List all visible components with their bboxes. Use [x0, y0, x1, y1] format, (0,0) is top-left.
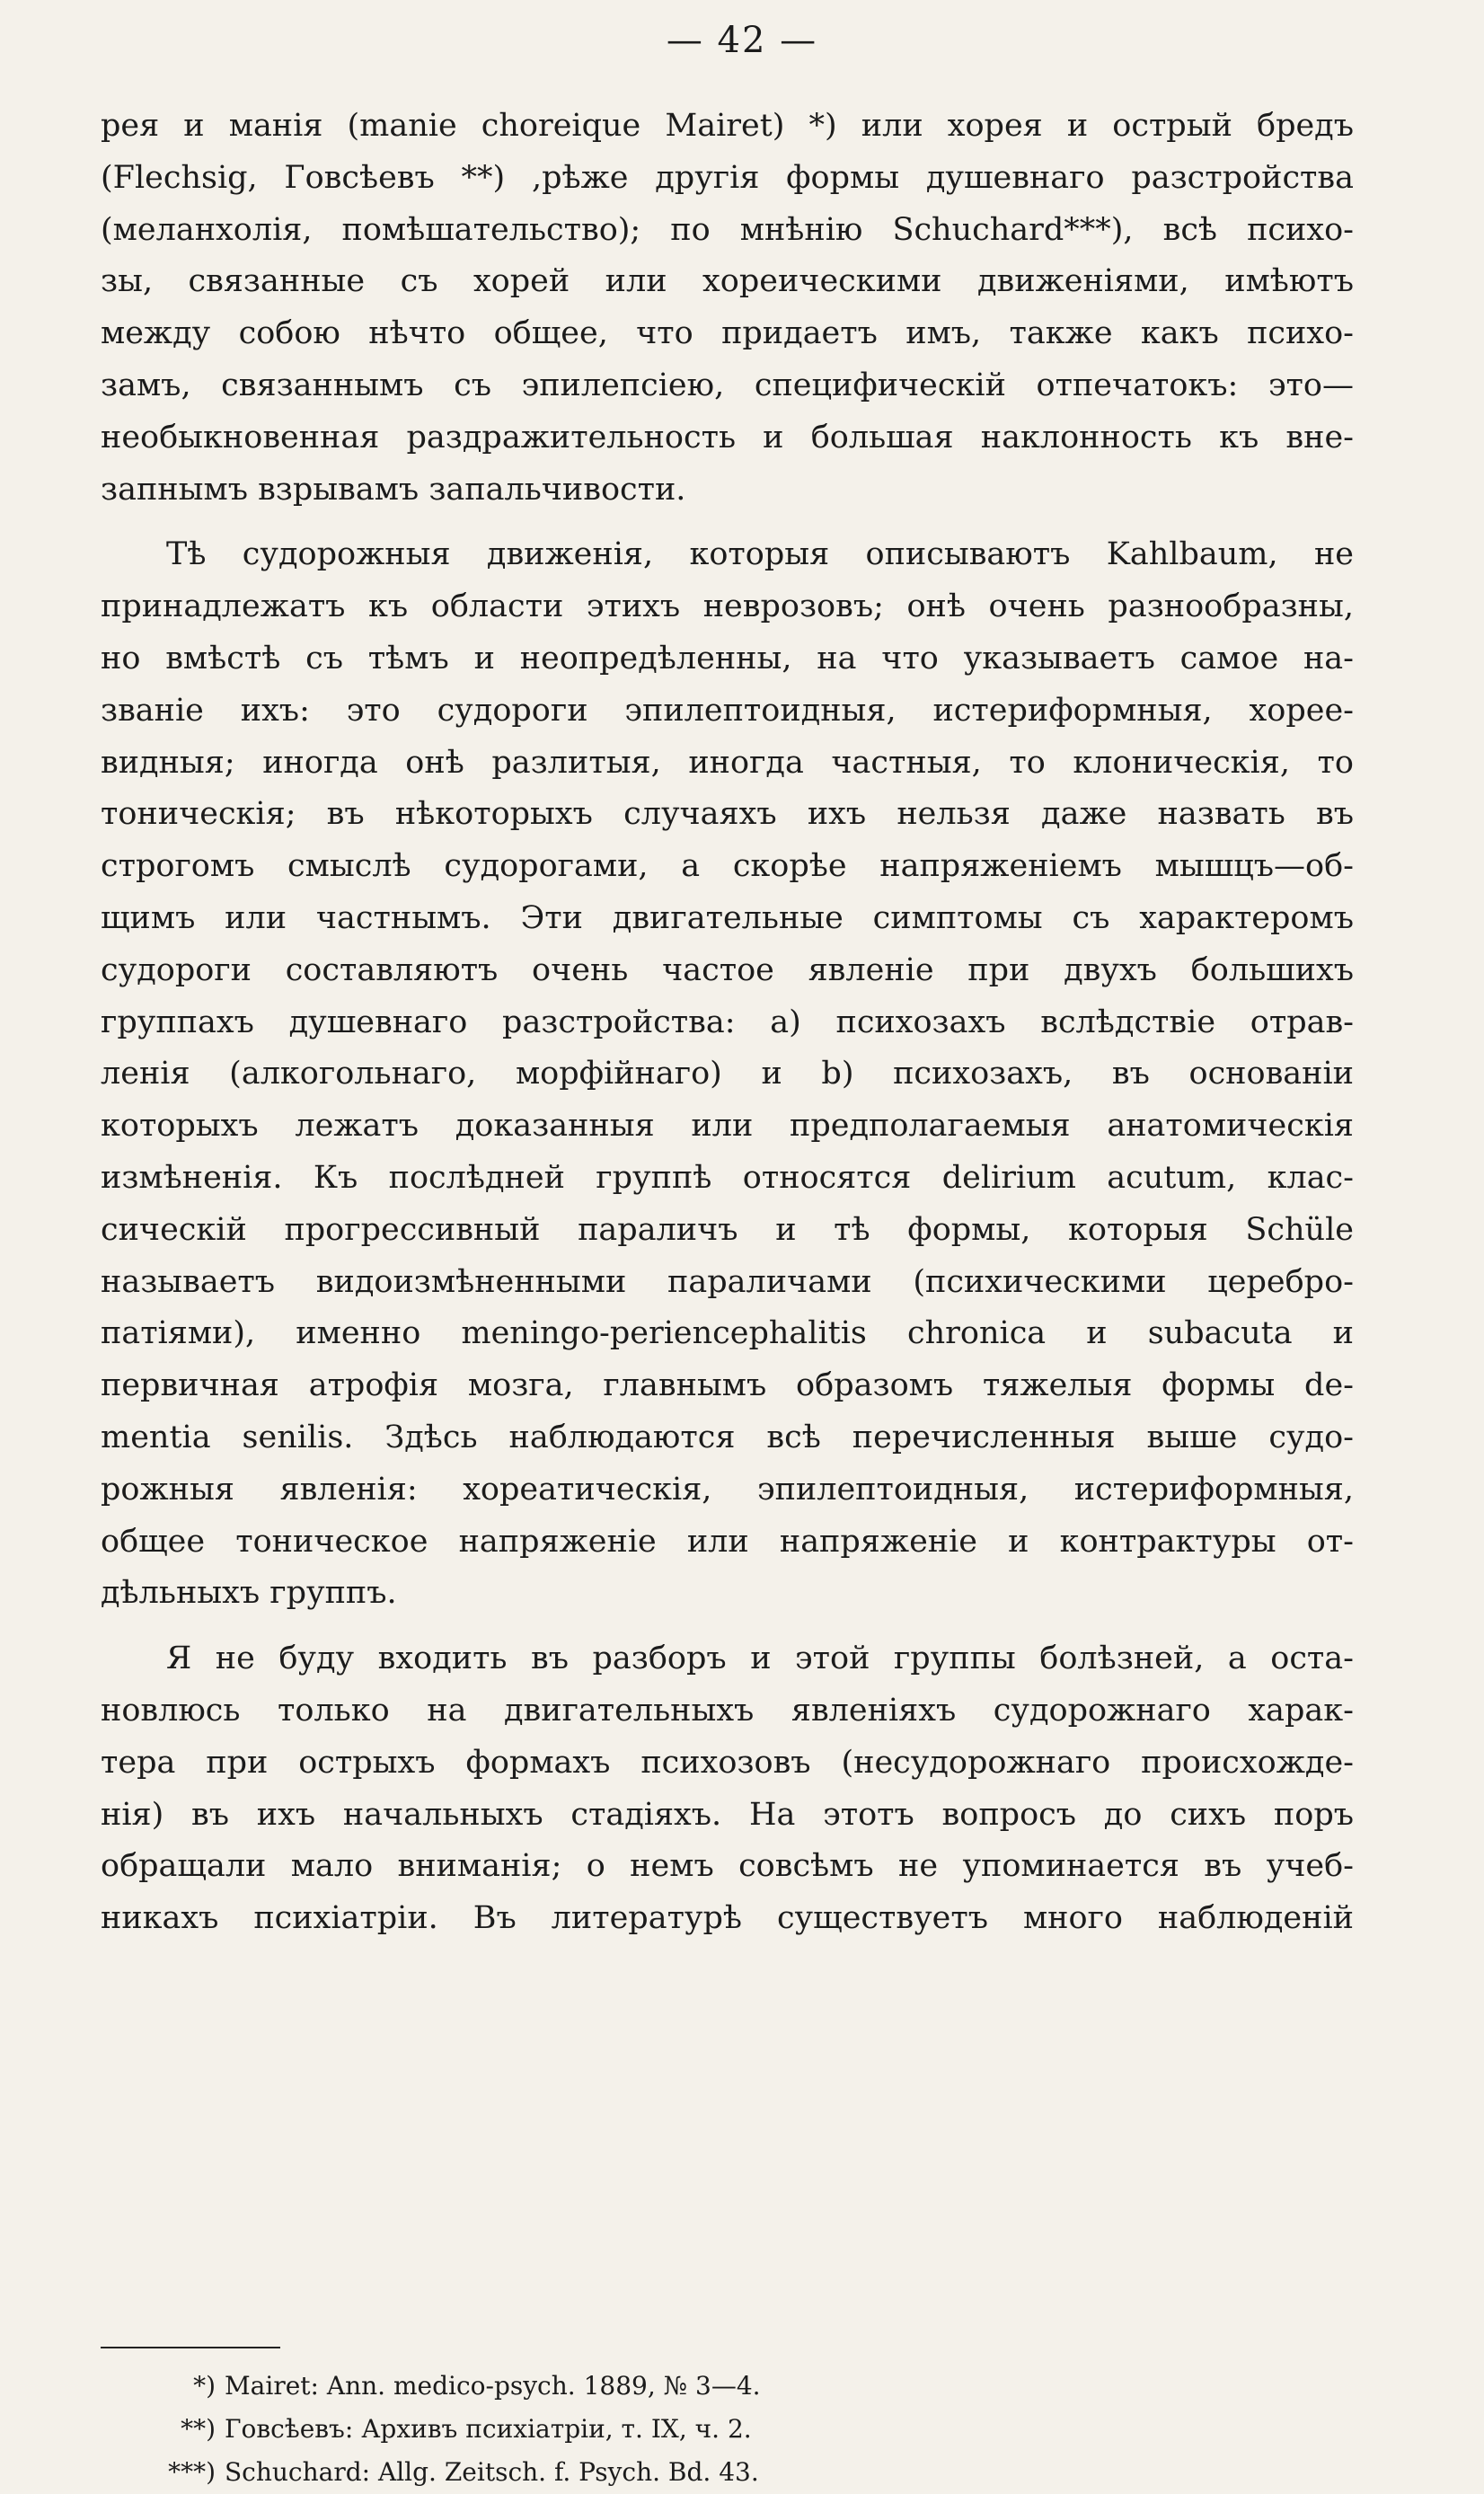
footnote-text: Schuchard: Allg. Zeitsch. f. Psych. Bd. 43.	[225, 2457, 759, 2487]
text-line: Тѣ судорожныя движенія, которыя описываютъ Kahlbaum, не	[166, 536, 1354, 573]
text-line: званіе ихъ: это судороги эпилептоидныя, истериформныя, хорее-	[101, 692, 1354, 729]
text-line: патіями), именно meningo-periencephalitis chronica и subacuta и	[101, 1315, 1354, 1352]
paragraph	[101, 1633, 1354, 1945]
text-line: измѣненія. Къ послѣдней группѣ относятся delirium acutum, клас-	[101, 1159, 1354, 1196]
footnote	[101, 2408, 1354, 2451]
page-number: — 42 —	[666, 20, 818, 61]
footnote-text: Говсѣевъ: Архивъ психіатріи, т. IX, ч. 2.	[225, 2414, 752, 2444]
text-line: тоническія; въ нѣкоторыхъ случаяхъ ихъ нельзя даже назвать въ	[101, 796, 1354, 833]
text-line: строгомъ смыслѣ судорогами, а скорѣе напряженіемъ мышцъ—об-	[101, 848, 1354, 885]
text-line: рожныя явленія: хореатическія, эпилептоидныя, истериформныя,	[101, 1471, 1354, 1508]
text-line: (Flechsig, Говсѣевъ **) ,рѣже другія формы душевнаго разстройства	[101, 159, 1354, 196]
text-line: новлюсь только на двигательныхъ явленіяхъ судорожнаго харак-	[101, 1692, 1354, 1729]
text-line: тера при острыхъ формахъ психозовъ (несудорожнаго происхожде-	[101, 1744, 1354, 1781]
text-line: щимъ или частнымъ. Эти двигательные симптомы съ характеромъ	[101, 899, 1354, 936]
paragraph	[101, 529, 1354, 1620]
text-line: запнымъ взрывамъ запальчивости.	[101, 471, 686, 508]
text-line: группахъ душевнаго разстройства: a) психозахъ вслѣдствіе отрав-	[101, 1004, 1354, 1040]
text-line: необыкновенная раздражительность и большая наклонность къ вне-	[101, 419, 1354, 455]
text-line: (меланхолія, помѣшательство); по мнѣнію Schuchard***), всѣ психо-	[101, 211, 1354, 248]
footnote-text: Mairet: Ann. medico-psych. 1889, № 3—4.	[225, 2371, 761, 2401]
text-line: первичная атрофія мозга, главнымъ образомъ тяжелыя формы de-	[101, 1367, 1354, 1404]
text-line: принадлежатъ къ области этихъ неврозовъ; онѣ очень разнообразны,	[101, 588, 1354, 625]
text-line: ленія (алкогольнаго, морфійнаго) и b) психозахъ, въ основаніи	[101, 1056, 1354, 1092]
text-line: обращали мало вниманія; о немъ совсѣмъ не упоминается въ учеб-	[101, 1848, 1354, 1885]
footnote	[101, 2365, 1354, 2408]
text-line: рея и манія (manie choreique Mairet) *) или хорея и острый бредъ	[101, 108, 1354, 144]
footnote-mark: **)	[181, 2414, 216, 2444]
text-line: называетъ видоизмѣненными параличами (психическими церебро-	[101, 1263, 1354, 1300]
body-text	[101, 101, 1354, 1945]
text-line: видныя; иногда онѣ разлитыя, иногда частныя, то клоническія, то	[101, 744, 1354, 781]
text-line: судороги составляютъ очень частое явленіе при двухъ большихъ	[101, 951, 1354, 988]
footnote	[101, 2451, 1354, 2494]
text-line: но вмѣстѣ съ тѣмъ и неопредѣленны, на что указываетъ самое на-	[101, 640, 1354, 677]
text-line: которыхъ лежатъ доказанныя или предполагаемыя анатомическія	[101, 1108, 1354, 1145]
footnote-mark: *)	[193, 2371, 216, 2401]
text-line: дѣльныхъ группъ.	[101, 1575, 397, 1612]
text-line: Я не буду входить въ разборъ и этой группы болѣзней, а оста-	[166, 1641, 1354, 1677]
text-line: между собою нѣчто общее, что придаетъ имъ, также какъ психо-	[101, 315, 1354, 352]
text-line: сическій прогрессивный параличъ и тѣ формы, которыя Schüle	[101, 1211, 1354, 1248]
footnote-divider	[101, 2347, 280, 2348]
footnote-mark: ***)	[168, 2457, 216, 2487]
text-line: зы, связанные съ хорей или хореическими движеніями, имѣютъ	[101, 263, 1354, 300]
text-line: mentia senilis. Здѣсь наблюдаются всѣ перечисленныя выше судо-	[101, 1419, 1354, 1455]
text-line: замъ, связаннымъ съ эпилепсіею, специфическій отпечатокъ: это—	[101, 367, 1354, 403]
text-line: никахъ психіатріи. Въ литературѣ существуетъ много наблюденій	[101, 1900, 1354, 1937]
text-line: общее тоническое напряженіе или напряженіе и контрактуры от-	[101, 1523, 1354, 1560]
footnotes	[101, 2365, 1354, 2494]
text-line: нія) въ ихъ начальныхъ стадіяхъ. На этотъ вопросъ до сихъ поръ	[101, 1796, 1354, 1833]
paragraph	[101, 101, 1354, 516]
